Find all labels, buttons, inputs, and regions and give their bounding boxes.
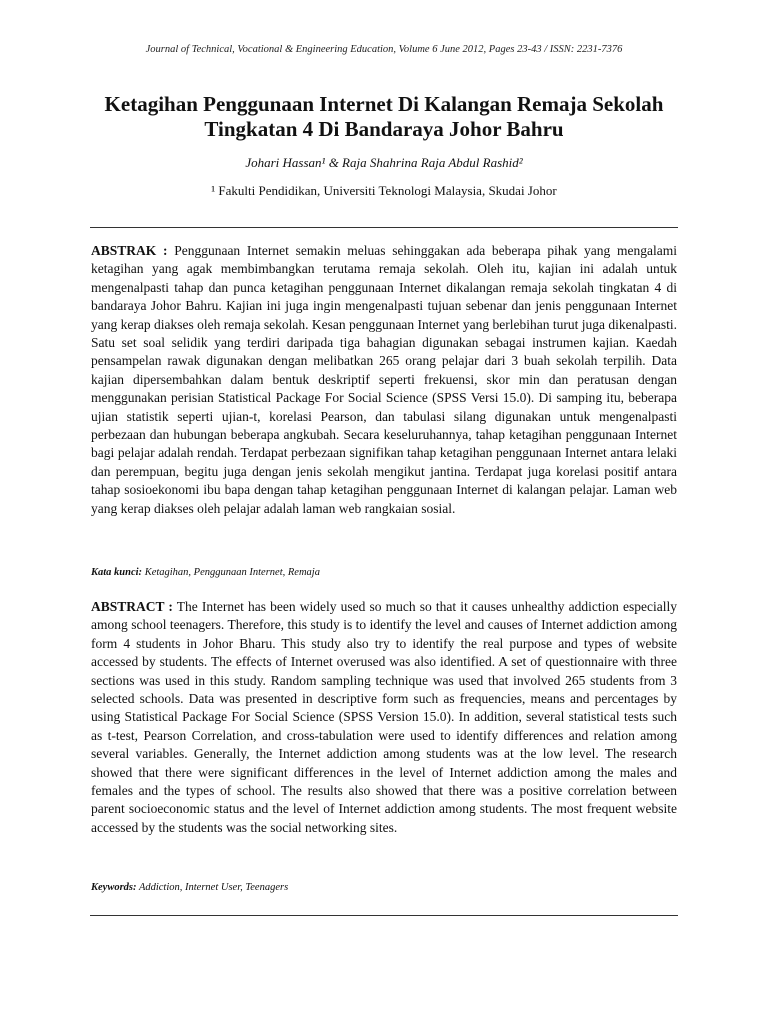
journal-running-head: Journal of Technical, Vocational & Engineering Education, Volume 6 June 2012, Pages 23-43 / ISSN: 2231-7376 xyxy=(145,44,623,55)
kata-kunci-line xyxy=(91,567,677,578)
author-list: Johari Hassan¹ & Raja Shahrina Raja Abdul Rashid² xyxy=(245,155,523,170)
abstrak-text: Penggunaan Internet semakin meluas sehinggakan ada beberapa pihak yang mengalami ketagihan yang agak membimbangkan terutama remaja sekolah. Oleh itu, kajian ini adalah untuk mengenalpasti tahap dan punca ketagihan penggunaan Internet dikalangan remaja sekolah tingkatan 4 di bandaraya Johor Bahru. Kajian ini juga ingin mengenalpasti tujuan sebenar dan jenis penggunaan Internet yang kerap diakses oleh remaja sekolah. Kesan penggunaan Internet yang berlebihan turut juga dikenalpasti. Satu set soal selidik yang terdiri daripada tiga bahagian digunakan sebagai instrumen kajian. Kaedah pensampelan rawak digunakan dengan melibatkan 265 orang pelajar dari 3 buah sekolah terpilih. Data kajian dipersembahkan dalam bentuk deskriptif seperti frekuensi, skor min dan peratusan dengan menggunakan perisian Statistical Package For Social Science (SPSS Versi 15.0). Di samping itu, beberapa ujian statistik seperti ujian-t, korelasi Pearson, dan tabulasi silang digunakan untuk mengenalpasti perbezaan dan hubungan beberapa angkubah. Secara keseluruhannya, tahap ketagihan penggunaan Internet bagi pelajar adalah rendah. Terdapat perbezaan signifikan tahap ketagihan penggunaan Internet antara lelaki dan perempuan, begitu juga dengan jenis sekolah mengikut jantina. Terdapat juga korelasi positif antara tahap sosioekonomi ibu bapa dengan tahap ketagihan penggunaan Internet di kalangan pelajar. Laman web yang kerap diakses oleh pelajar adalah laman web rangkaian sosial. xyxy=(91,243,677,516)
author-affiliation: ¹ Fakulti Pendidikan, Universiti Teknologi Malaysia, Skudai Johor xyxy=(211,183,557,198)
keywords-text: Addiction, Internet User, Teenagers xyxy=(138,882,289,893)
abstract-label: ABSTRACT : xyxy=(91,599,173,614)
kata-kunci-text: Ketagihan, Penggunaan Internet, Remaja xyxy=(144,567,320,578)
abstract-text: The Internet has been widely used so much so that it causes unhealthy addiction especially among school teenagers. Therefore, this study is to identify the level and causes of Internet addiction among form 4 students in Johor Bharu. This study also try to identify the real purpose and types of website accessed by students. The effects of Internet overused was also identified. A set of questionnaire with three sections was used in this study. Random sampling technique was used that involved 265 students from 3 selected schools. Data was presented in descriptive form such as frequencies, means and percentages by using Statistical Package For Social Science (SPSS Version 15.0). In addition, several statistical tests such as t-test, Pearson Correlation, and cross-tabulation were used to identify differences and relation among several variables. Generally, the Internet addiction among students was at the low level. The research showed that there were significant differences in the level of Internet addiction among the males and females and the types of school. The results also showed that there was a positive correlation between parent socioeconomic status and the level of Internet addiction among students. The most frequent website accessed by the students was the social networking sites. xyxy=(91,599,677,835)
article-title: Ketagihan Penggunaan Internet Di Kalangan Remaja Sekolah Tingkatan 4 Di Bandaraya Johor Bahru xyxy=(104,92,664,141)
abstract-paragraph xyxy=(91,598,677,837)
bottom-divider xyxy=(90,915,678,916)
keywords-label: Keywords: xyxy=(91,882,137,893)
abstrak-label: ABSTRAK : xyxy=(91,243,168,258)
abstrak-paragraph xyxy=(91,242,677,518)
top-divider xyxy=(90,227,678,228)
kata-kunci-label: Kata kunci: xyxy=(91,567,143,578)
keywords-line xyxy=(91,882,677,893)
